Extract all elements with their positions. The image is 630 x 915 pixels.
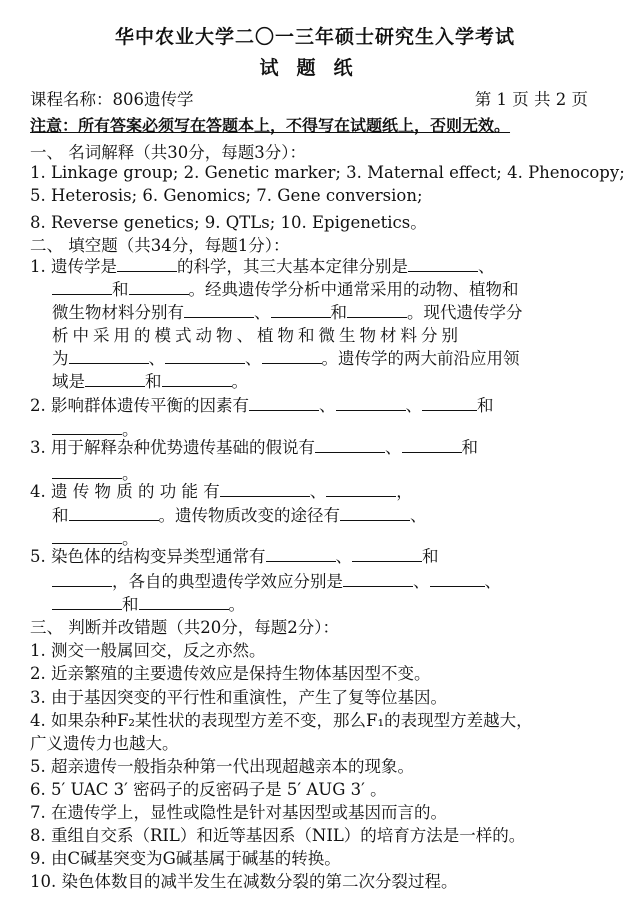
answer-blank — [165, 349, 245, 364]
q5-text-a: 5. 染色体的结构变异类型通常有 — [30, 547, 266, 566]
page-info: 第 1 页 共 2 页 — [474, 90, 588, 109]
answer-blank — [343, 572, 413, 587]
answer-blank — [347, 303, 407, 318]
answer-blank — [430, 572, 485, 587]
answer-blank — [52, 529, 122, 544]
q1-line-5 — [52, 345, 520, 369]
q4-text-a: 4. 遗 传 物 质 的 功 能 有 — [30, 482, 220, 501]
q2-line-1 — [30, 392, 494, 416]
q4-line-1 — [30, 478, 413, 502]
q3-line-1 — [30, 434, 478, 458]
q3-text-d: 。 — [122, 464, 139, 483]
section3-item-9: 9. 由C碱基突变为G碱基属于碱基的转换。 — [30, 849, 341, 868]
q1-text-o: 和 — [145, 372, 162, 391]
q1-line-4: 析中采用的模式动物、植物和微生物材料分别 — [52, 326, 462, 345]
q4-line-2 — [52, 502, 427, 526]
answer-blank — [266, 547, 336, 562]
q1-line-1: 1. 遗传学是 的科学，其三大基本定律分别是 、 — [30, 257, 495, 276]
answer-blank — [326, 482, 396, 497]
section3-item-10: 10. 染色体数目的减半发生在减数分裂的第二次分裂过程。 — [30, 872, 458, 891]
q1-line-6 — [52, 368, 248, 392]
section3-item-4: 4. 如果杂种F₂某性状的表现型方差不变，那么F₁的表现型方差越大， — [30, 711, 533, 730]
course-name: 课程名称：806遗传学 — [30, 90, 194, 109]
q1-text-a: 1. 遗传学是 — [30, 257, 117, 276]
q1-text-h: 。现代遗传学分 — [407, 303, 523, 322]
q2-text-d: 和 — [477, 396, 494, 415]
q5-text-f: 、 — [484, 572, 501, 591]
answer-blank — [52, 595, 122, 610]
q1-text-b: 的科学，其三大基本定律分别是 — [177, 257, 408, 276]
answer-blank — [52, 464, 122, 479]
q5-line-1 — [30, 543, 439, 567]
section1-line-3: 8. Reverse genetics; 9. QTLs; 10. Epigenetics。 — [30, 213, 427, 232]
q1-text-l: 、 — [245, 349, 262, 368]
q1-text-p: 。 — [231, 372, 248, 391]
answer-blank — [402, 438, 462, 453]
q5-text-b: 、 — [335, 547, 352, 566]
answer-blank — [336, 396, 406, 411]
q1-text-n: 域是 — [52, 372, 85, 391]
section2-heading: 二、 填空题（共34分，每题1分）： — [30, 236, 290, 255]
q3-text-a: 3. 用于解释杂种优势遗传基础的假说有 — [30, 438, 315, 457]
q1-line-3 — [52, 299, 523, 323]
q4-text-f: 、 — [410, 506, 427, 525]
answer-blank — [340, 506, 410, 521]
notice-text: 注意：所有答案必须写在答题本上，不得写在试题纸上，否则无效。 — [30, 116, 511, 135]
q1-line-2 — [52, 276, 519, 300]
q5-text-c: 和 — [422, 547, 439, 566]
section1-line-2: 5. Heterosis; 6. Genomics; 7. Gene conversion; — [30, 186, 423, 205]
section3-item-3: 3. 由于基因突变的平行性和重演性，产生了复等位基因。 — [30, 688, 447, 707]
q1-text-e: 微生物材料分别有 — [52, 303, 184, 322]
q4-text-d: 和 — [52, 506, 69, 525]
answer-blank — [220, 482, 310, 497]
section3-item-6: 6. 5′ UAC 3′ 密码子的反密码子是 5′ AUG 3′ 。 — [30, 780, 387, 799]
section3-item-1: 1. 测交一般属回交，反之亦然。 — [30, 641, 266, 660]
q5-text-d: ，各自的典型遗传学效应分别是 — [112, 572, 343, 591]
q4-text-e: 。遗传物质改变的途径有 — [158, 506, 340, 525]
q5-line-2 — [52, 568, 501, 592]
answer-blank — [271, 303, 331, 318]
q2-text-b: 、 — [319, 396, 336, 415]
q5-line-3 — [52, 591, 245, 615]
section3-item-2: 2. 近亲繁殖的主要遗传效应是保持生物体基因型不变。 — [30, 664, 431, 683]
q2-text-a: 2. 影响群体遗传平衡的因素有 — [30, 396, 249, 415]
q4-text-g: 。 — [122, 529, 139, 548]
q2-text-e: 。 — [122, 420, 139, 439]
q1-text-m: 。遗传学的两大前沿应用领 — [321, 349, 520, 368]
answer-blank — [117, 257, 177, 272]
section3-item-5: 5. 超亲遗传一般指杂种第一代出现超越亲本的现象。 — [30, 757, 414, 776]
q1-text-j: 为 — [52, 349, 69, 368]
answer-blank — [315, 438, 385, 453]
q3-text-b: 、 — [385, 438, 402, 457]
answer-blank — [352, 547, 422, 562]
q4-text-c: ， — [396, 482, 413, 501]
answer-blank — [52, 420, 122, 435]
q5-text-e: 、 — [413, 572, 430, 591]
q1-text-g: 和 — [330, 303, 347, 322]
q1-text-k: 、 — [148, 349, 165, 368]
section1-heading: 一、 名词解释（共30分，每题3分）： — [30, 143, 306, 162]
q5-text-h: 。 — [228, 595, 245, 614]
answer-blank — [184, 303, 254, 318]
answer-blank — [129, 280, 189, 295]
answer-blank — [262, 349, 322, 364]
q1-text-d: 。经典遗传学分析中通常采用的动物、植物和 — [188, 280, 519, 299]
answer-blank — [139, 595, 229, 610]
answer-blank — [249, 396, 319, 411]
answer-blank — [69, 349, 149, 364]
q1-text-f: 、 — [254, 303, 271, 322]
section3-item-4-cont: 广义遗传力也越大。 — [30, 734, 179, 753]
answer-blank — [408, 257, 478, 272]
q3-text-c: 和 — [461, 438, 478, 457]
exam-subtitle: 试题纸 — [259, 57, 371, 79]
answer-blank — [422, 396, 477, 411]
section3-heading: 三、 判断并改错题（共20分，每题2分）： — [30, 618, 339, 637]
answer-blank — [85, 372, 145, 387]
answer-blank — [52, 280, 112, 295]
answer-blank — [162, 372, 232, 387]
answer-blank — [52, 572, 112, 587]
q5-text-g: 和 — [122, 595, 139, 614]
section3-item-8: 8. 重组自交系（RIL）和近等基因系（NIL）的培育方法是一样的。 — [30, 826, 526, 845]
q4-text-b: 、 — [309, 482, 327, 501]
exam-title: 华中农业大学二〇一三年硕士研究生入学考试 — [114, 26, 515, 48]
section3-item-7: 7. 在遗传学上，显性或隐性是针对基因型或基因而言的。 — [30, 803, 447, 822]
q1-text-c: 和 — [112, 280, 129, 299]
q2-text-c: 、 — [405, 396, 422, 415]
section1-line-1: 1. Linkage group; 2. Genetic marker; 3. Maternal effect; 4. Phenocopy; — [30, 163, 625, 182]
answer-blank — [69, 506, 159, 521]
